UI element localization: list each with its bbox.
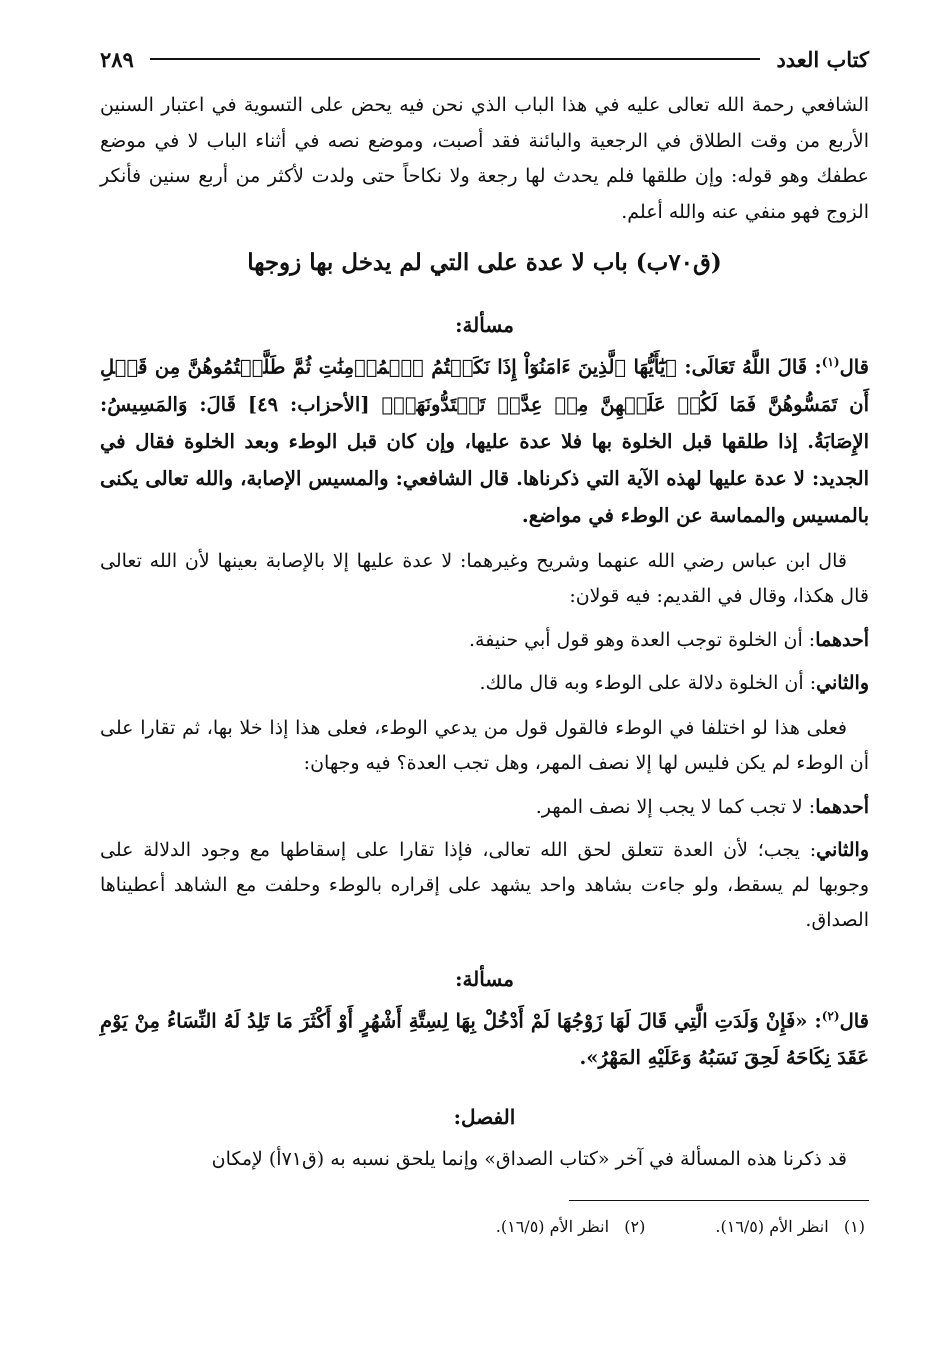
masala-text-2 [100, 998, 869, 1077]
qala-word-1: قال [839, 355, 869, 379]
footnote-rule [569, 1200, 869, 1201]
fasl-heading: الفصل: [453, 1105, 516, 1129]
opinion-second-text: : أن الخلوة دلالة على الوطء وبه قال مالك. [479, 671, 817, 694]
footnote-2-marker: (٢) [624, 1216, 646, 1236]
masala-text-1 [100, 344, 869, 534]
footnote-2-text: انظر الأم (١٦/٥). [495, 1216, 610, 1236]
footnote-ref-1: (١) [821, 355, 840, 369]
fasl-paragraph: قد ذكرنا هذه المسألة في آخر «كتاب الصداق» وإنما يلحق نسبه به (ق٧١أ) لإمكان [211, 1148, 847, 1170]
opinion-second-label: والثاني [816, 671, 869, 694]
opinion-first-label: أحدهما [815, 628, 869, 651]
page-number: ٢٨٩ [100, 46, 134, 72]
opinion-first-2 [100, 790, 869, 825]
opinion-first-2-text: : لا تجب كما لا يجب إلا نصف المهر. [535, 795, 816, 818]
running-title: كتاب العدد [776, 46, 869, 72]
footnote-1-marker: (١) [843, 1216, 865, 1236]
page-header [100, 40, 869, 78]
masala-heading-1: مسألة: [455, 313, 514, 337]
opinion-second-2-label: والثاني [816, 838, 869, 861]
footnote-1-text: انظر الأم (١٦/٥). [715, 1216, 829, 1236]
opinion-second-2 [100, 833, 869, 938]
opinion-second [100, 666, 869, 701]
masala-body-1: : قَالَ اللَّهُ تَعَالَى: ﴿يَٰٓأَيُّهَا ٱلَّذِينَ ءَامَنُوٓاْ إِذَا نَكَحۡتُمُ ٱلۡمُؤۡمِنَٰتِ ثُمَّ طَلَّقۡتُمُوهُنَّ مِن قَبۡلِ أَن تَمَسُّوهُنَّ فَمَا لَكُمۡ عَلَيۡهِنَّ مِنۡ عِدَّةٖ تَعۡتَدُّونَهَاۖ﴾ [الأحزاب: ٤٩] قَالَ: وَالمَسِيسُ: الإِصَابَةُ. إذا طلقها قبل الخلوة بها فلا عدة عليها، وإن كان قبل الوطء وبعد الخلوة فقال في الجديد: لا عدة عليها لهذه الآية التي ذكرناها. قال الشافعي: والمسيس الإصابة، والله تعالى يكنى بالمسيس والمماسة عن الوطء في مواضع. [100, 355, 869, 527]
opinion-second-2-text: : يجب؛ لأن العدة تتعلق لحق الله تعالى، فإذا تقارا على إسقاطها مع وجود الدلالة على وجوبها لم يسقط، ولو جاءت بشاهد واحد يشهد على إقراره بالوطء وحلفت مع الشاهد أعطيناها الصداق. [100, 838, 869, 931]
chapter-title: (ق٧٠ب) باب لا عدة على التي لم يدخل بها زوجها [247, 249, 722, 276]
opinion-first-2-label: أحدهما [815, 795, 869, 818]
opinion-first [100, 623, 869, 658]
masala-body-2: : «فَإِنْ وَلَدَتِ الَّتِي قَالَ لَهَا زَوْجُهَا لَمْ أَدْخُلْ بِهَا لِسِتَّةِ أَشْهُرٍ أَوْ أَكْثَرَ مَا تَلِدُ لَهُ النِّسَاءُ مِنْ يَوْمِ عَقَدَ نِكَاحَهُ لَحِقَ نَسَبُهُ وَعَلَيْهِ المَهْرُ». [100, 1009, 869, 1069]
qala-word-2: قال [839, 1009, 869, 1032]
footnotes [100, 1215, 869, 1239]
discussion-paragraph-1: قال ابن عباس رضي الله عنهما وشريح وغيرهما: لا عدة عليها إلا بالإصابة بعينها لأن الله تعالى قال هكذا، وقال في القديم: فيه قولان: [100, 549, 869, 607]
footnote-2 [496, 1215, 646, 1239]
footnote-ref-2: (٢) [821, 1008, 840, 1023]
opinion-first-text: : أن الخلوة توجب العدة وهو قول أبي حنيفة. [469, 628, 816, 651]
footnote-1 [715, 1215, 865, 1239]
header-rule [150, 58, 761, 60]
discussion-paragraph-2: فعلى هذا لو اختلفا في الوطء فالقول قول من يدعي الوطء، فعلى هذا إذا خلا بها، ثم تقارا على أن الوطء لم يكن فليس لها إلا نصف المهر، وهل تجب العدة؟ فيه وجهان: [100, 716, 869, 774]
intro-paragraph: الشافعي رحمة الله تعالى عليه في هذا الباب الذي نحن فيه يحض على التسوية في اعتبار السنين الأربع من وقت الطلاق في الرجعية والبائنة فقد أصبت، وموضع نصه في أثناء الباب لا في موضع عطفك وهو قوله: وإن طلقها فلم يحدث لها رجعة ولا نكاحاً حتى ولدت لأكثر من أربع سنين فأنكر الزوج فهو منفي عنه والله أعلم. [100, 94, 869, 223]
masala-heading-2: مسألة: [455, 966, 514, 991]
